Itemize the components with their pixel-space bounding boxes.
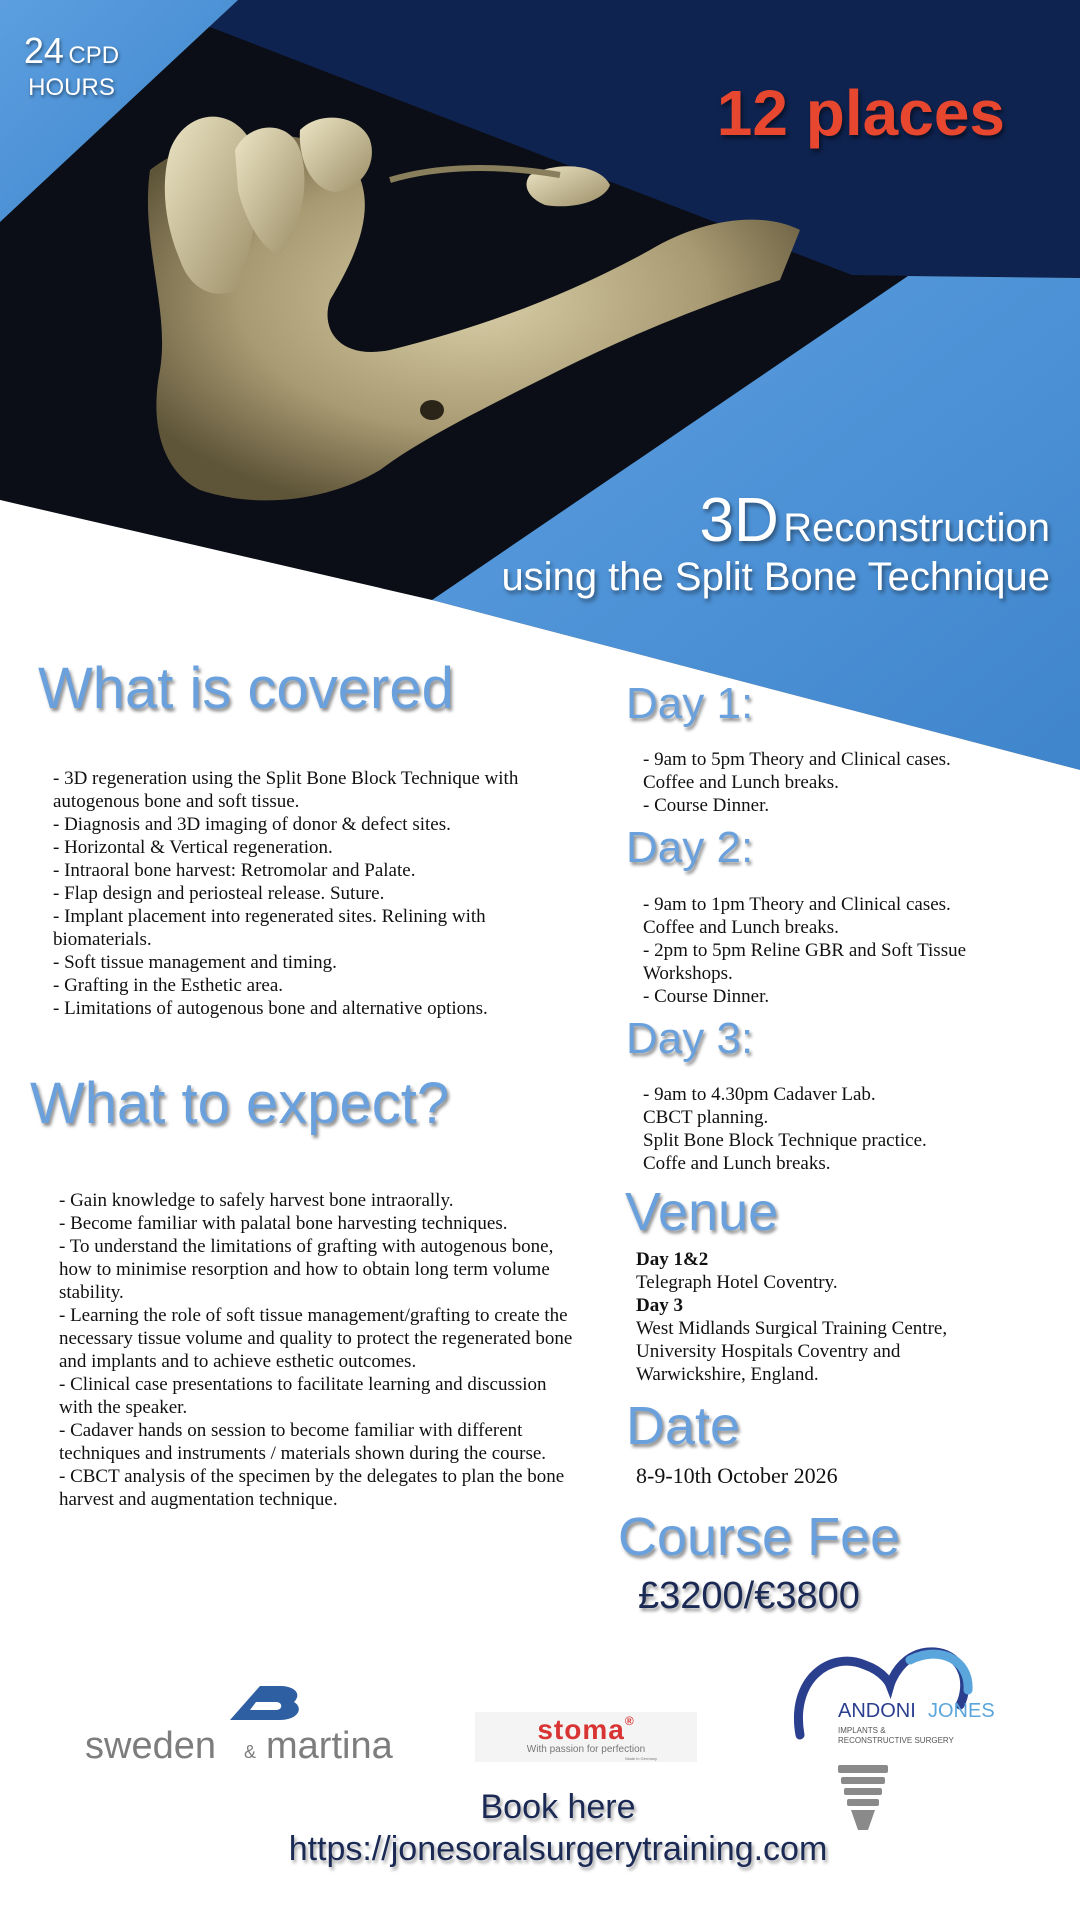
schedule-line: Coffee and Lunch breaks. (643, 772, 839, 793)
venue-details (636, 1248, 1056, 1386)
course-subtitle: using the Split Bone Technique (501, 555, 1050, 599)
sweden-amp: & (244, 1742, 257, 1762)
list-item: - To understand the limitations of grafting with autogenous bone, how to minimise resorption and how to obtain long term volume stability. (59, 1236, 554, 1303)
cpd-unit: CPD (68, 42, 120, 69)
logo-subtitle-1: IMPLANTS & (838, 1726, 886, 1735)
schedule-line: - Course Dinner. (643, 795, 770, 816)
booking-url-link[interactable]: https://jonesoralsurgerytraining.com (288, 1830, 828, 1868)
venue-line: Warwickshire, England. (636, 1364, 819, 1385)
list-item: - Grafting in the Esthetic area. (53, 975, 284, 996)
jones-word: JONES (928, 1700, 995, 1722)
list-item: - Learning the role of soft tissue management/grafting to create the necessary tissue volume and quality to protect the regenerated bone and implants and to achieve esthetic outcomes. (59, 1305, 573, 1372)
list-item: - Implant placement into regenerated sites. Relining with biomaterials. (53, 906, 486, 950)
title-3d: 3D (699, 486, 779, 555)
day3-heading: Day 3: (626, 1014, 754, 1063)
list-item: - Intraoral bone harvest: Retromolar and Palate. (53, 860, 416, 881)
stoma-made-in: Made in Germany (625, 1756, 657, 1761)
list-item: - CBCT analysis of the specimen by the delegates to plan the bone harvest and augmentation technique. (59, 1466, 565, 1510)
schedule-line: - 9am to 1pm Theory and Clinical cases. (643, 894, 951, 915)
schedule-line: - 9am to 4.30pm Cadaver Lab. (643, 1084, 876, 1105)
logo-subtitle-2: RECONSTRUCTIVE SURGERY (838, 1736, 954, 1745)
schedule-line: - 9am to 5pm Theory and Clinical cases. (643, 749, 951, 770)
cpd-hours-label: HOURS (28, 74, 115, 101)
list-item: - Gain knowledge to safely harvest bone intraorally. (59, 1190, 454, 1211)
day1-heading: Day 1: (626, 679, 754, 728)
list-item: - Diagnosis and 3D imaging of donor & defect sites. (53, 814, 451, 835)
martina-word: martina (266, 1725, 393, 1767)
stoma-tagline: With passion for perfection (526, 1744, 646, 1755)
stoma-logo (475, 1712, 697, 1762)
venue-day12-place: Telegraph Hotel Coventry. (636, 1272, 838, 1293)
schedule-line: Workshops. (643, 963, 733, 984)
list-item: - Clinical case presentations to facilitate learning and discussion with the speaker. (59, 1374, 547, 1418)
expect-heading: What to expect? (30, 1071, 450, 1136)
schedule-line: Split Bone Block Technique practice. (643, 1130, 927, 1151)
course-date: 8-9-10th October 2026 (636, 1463, 838, 1488)
places-count: 12 places (716, 77, 1005, 149)
schedule-line: CBCT planning. (643, 1107, 769, 1128)
venue-line: West Midlands Surgical Training Centre, (636, 1318, 948, 1339)
schedule-line: Coffe and Lunch breaks. (643, 1153, 831, 1174)
venue-day3-label: Day 3 (636, 1295, 683, 1316)
list-item: - 3D regeneration using the Split Bone Block Technique with autogenous bone and soft tissue. (53, 768, 519, 812)
course-title (699, 485, 1050, 556)
list-item: - Horizontal & Vertical regeneration. (53, 837, 333, 858)
venue-day12-label: Day 1&2 (636, 1249, 709, 1270)
schedule-line: - Course Dinner. (643, 986, 770, 1007)
andoni-word: ANDONI (838, 1700, 916, 1722)
heart-outline-icon (798, 1652, 964, 1735)
schedule-line: - 2pm to 5pm Reline GBR and Soft Tissue (643, 940, 967, 961)
day3-schedule (643, 1083, 1063, 1175)
cpd-number: 24 (23, 30, 64, 71)
book-here-label: Book here (480, 1788, 636, 1826)
fee-heading: Course Fee (618, 1507, 901, 1567)
expect-list (59, 1189, 574, 1511)
sweden-word: sweden (85, 1725, 216, 1767)
list-item: - Soft tissue management and timing. (53, 952, 337, 973)
day2-heading: Day 2: (626, 823, 754, 872)
stoma-registered-mark: ® (624, 1714, 635, 1728)
list-item: - Become familiar with palatal bone harvesting techniques. (59, 1213, 508, 1234)
date-heading: Date (626, 1396, 741, 1456)
venue-heading: Venue (625, 1182, 779, 1242)
course-fee: £3200/€3800 (638, 1575, 860, 1617)
covered-list (53, 767, 573, 1020)
venue-line: University Hospitals Coventry and (636, 1341, 901, 1362)
title-reconstruction: Reconstruction (783, 506, 1050, 550)
list-item: - Flap design and periosteal release. Suture. (53, 883, 385, 904)
list-item: - Limitations of autogenous bone and alternative options. (53, 998, 488, 1019)
stoma-name: stoma (537, 1714, 625, 1745)
cpd-hours-badge (14, 30, 129, 102)
day1-schedule (643, 748, 1063, 817)
schedule-line: Coffee and Lunch breaks. (643, 917, 839, 938)
day2-schedule (643, 893, 1063, 1008)
sweden-martina-logo (80, 1680, 420, 1770)
covered-heading: What is covered (38, 656, 454, 721)
list-item: - Cadaver hands on session to become familiar with different techniques and instruments / materials shown during the course. (59, 1420, 547, 1464)
